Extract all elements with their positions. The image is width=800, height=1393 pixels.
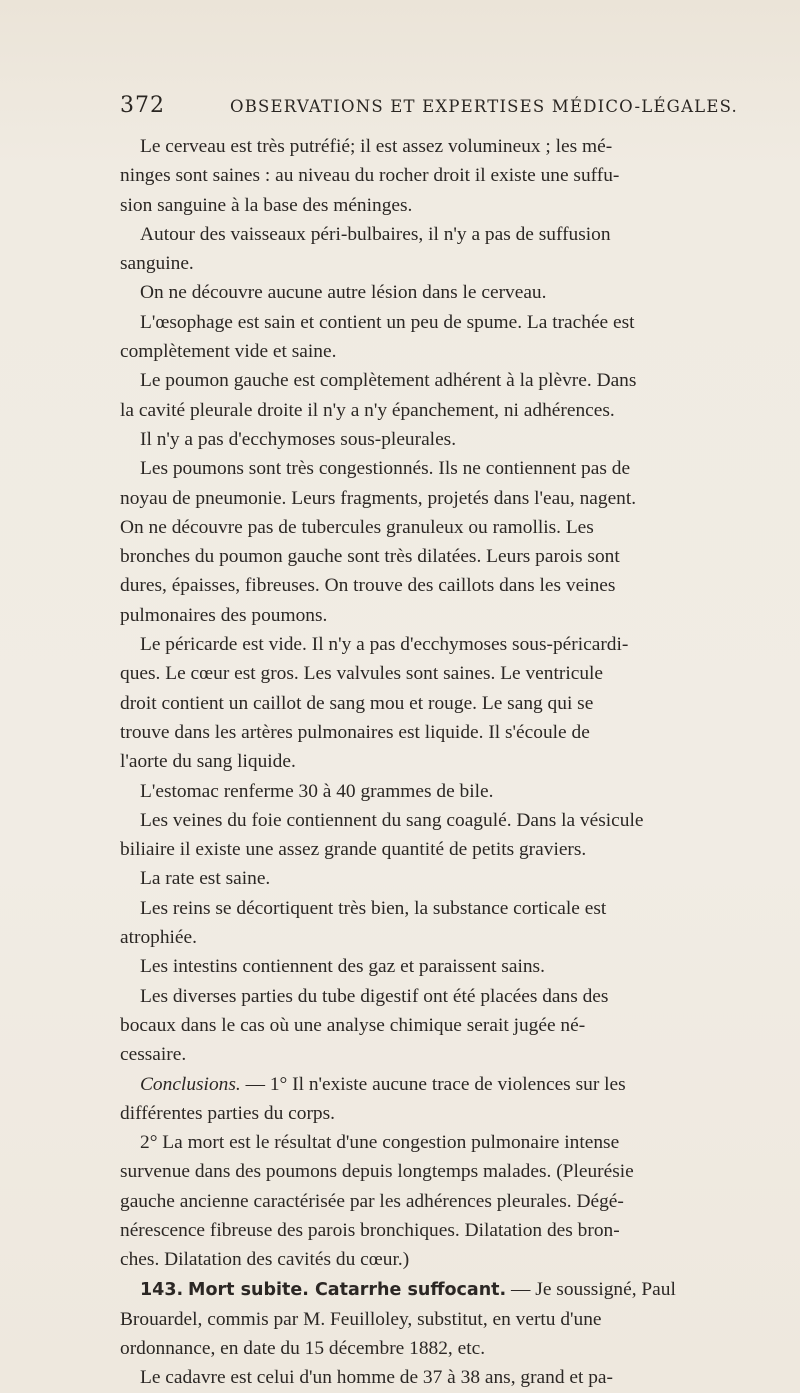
text-line: Les intestins contiennent des gaz et paraissent sains. bbox=[140, 956, 545, 978]
text-line: nérescence fibreuse des parois bronchiques. Dilatation des bron- bbox=[120, 1219, 620, 1241]
text-line: dures, épaisses, fibreuses. On trouve des caillots dans les veines bbox=[120, 575, 616, 597]
text-line: On ne découvre pas de tubercules granuleux ou ramollis. Les bbox=[120, 516, 594, 538]
text-line: Les diverses parties du tube digestif ont été placées dans des bbox=[140, 985, 609, 1007]
text-line: L'œsophage est sain et contient un peu de spume. La trachée est bbox=[140, 311, 635, 333]
conclusions-label: Conclusions. bbox=[140, 1073, 241, 1095]
body-text bbox=[120, 132, 765, 1393]
case-heading-line: 143. Mort subite. Catarrhe suffocant. — Je soussigné, Paul bbox=[140, 1278, 676, 1300]
text-line: ches. Dilatation des cavités du cœur.) bbox=[120, 1249, 410, 1271]
conclusions-line: Conclusions. — 1° Il n'existe aucune trace de violences sur les bbox=[140, 1073, 626, 1095]
text-line: noyau de pneumonie. Leurs fragments, projetés dans l'eau, nagent. bbox=[120, 487, 637, 509]
text-line: bocaux dans le cas où une analyse chimique serait jugée né- bbox=[120, 1014, 586, 1036]
text-line: complètement vide et saine. bbox=[120, 341, 337, 363]
text-line: Le cadavre est celui d'un homme de 37 à 38 ans, grand et pa- bbox=[140, 1367, 613, 1389]
text-line: Il n'y a pas d'ecchymoses sous-pleurales. bbox=[140, 428, 457, 450]
text-line: sanguine. bbox=[120, 253, 194, 275]
text-line: ques. Le cœur est gros. Les valvules sont saines. Le ventricule bbox=[120, 663, 604, 685]
text-line: Les poumons sont très congestionnés. Ils ne contiennent pas de bbox=[140, 458, 631, 480]
text-line: ordonnance, en date du 15 décembre 1882, etc. bbox=[120, 1338, 486, 1360]
text-line: Les veines du foie contiennent du sang coagulé. Dans la vésicule bbox=[140, 809, 644, 831]
text-line: l'aorte du sang liquide. bbox=[120, 751, 296, 773]
text-line: Brouardel, commis par M. Feuilloley, substitut, en vertu d'une bbox=[120, 1308, 602, 1330]
text-line: pulmonaires des poumons. bbox=[120, 604, 328, 626]
text-line: Le poumon gauche est complètement adhérent à la plèvre. Dans bbox=[140, 370, 637, 392]
case-title: Mort subite. Catarrhe suffocant. bbox=[188, 1279, 507, 1300]
case-number: 143. bbox=[140, 1279, 184, 1300]
text-line: bronches du poumon gauche sont très dilatées. Leurs parois sont bbox=[120, 546, 620, 568]
text-line: trouve dans les artères pulmonaires est liquide. Il s'écoule de bbox=[120, 721, 590, 743]
page-number: 372 bbox=[120, 93, 165, 118]
text-line: atrophiée. bbox=[120, 927, 197, 949]
text-line: On ne découvre aucune autre lésion dans le cerveau. bbox=[140, 282, 547, 304]
text-line: Le cerveau est très putréfié; il est assez volumineux ; les mé- bbox=[140, 136, 613, 157]
text-line: sion sanguine à la base des méninges. bbox=[120, 194, 413, 216]
text-line: cessaire. bbox=[120, 1044, 187, 1066]
text-line: Autour des vaisseaux péri-bulbaires, il n'y a pas de suffusion bbox=[140, 223, 611, 245]
text-line: ninges sont saines : au niveau du rocher droit il existe une suffu- bbox=[120, 165, 620, 187]
text-line: survenue dans des poumons depuis longtemps malades. (Pleurésie bbox=[120, 1161, 634, 1183]
text-line: biliaire il existe une assez grande quantité de petits graviers. bbox=[120, 839, 587, 861]
text-line: 2° La mort est le résultat d'une congestion pulmonaire intense bbox=[140, 1132, 620, 1154]
text-line: la cavité pleurale droite il n'y a n'y épanchement, ni adhérences. bbox=[120, 399, 615, 421]
text-line: Les reins se décortiquent très bien, la substance corticale est bbox=[140, 897, 607, 919]
text-line: gauche ancienne caractérisée par les adhérences pleurales. Dégé- bbox=[120, 1190, 624, 1212]
page-header bbox=[120, 93, 760, 123]
text-line: La rate est saine. bbox=[140, 868, 271, 890]
text-line: droit contient un caillot de sang mou et rouge. Le sang qui se bbox=[120, 692, 594, 714]
text-line: L'estomac renferme 30 à 40 grammes de bile. bbox=[140, 780, 494, 802]
running-head: OBSERVATIONS ET EXPERTISES MÉDICO-LÉGALES. bbox=[230, 97, 738, 116]
text-line: Le péricarde est vide. Il n'y a pas d'ecchymoses sous-péricardi- bbox=[140, 634, 629, 656]
text-line: différentes parties du corps. bbox=[120, 1102, 336, 1124]
